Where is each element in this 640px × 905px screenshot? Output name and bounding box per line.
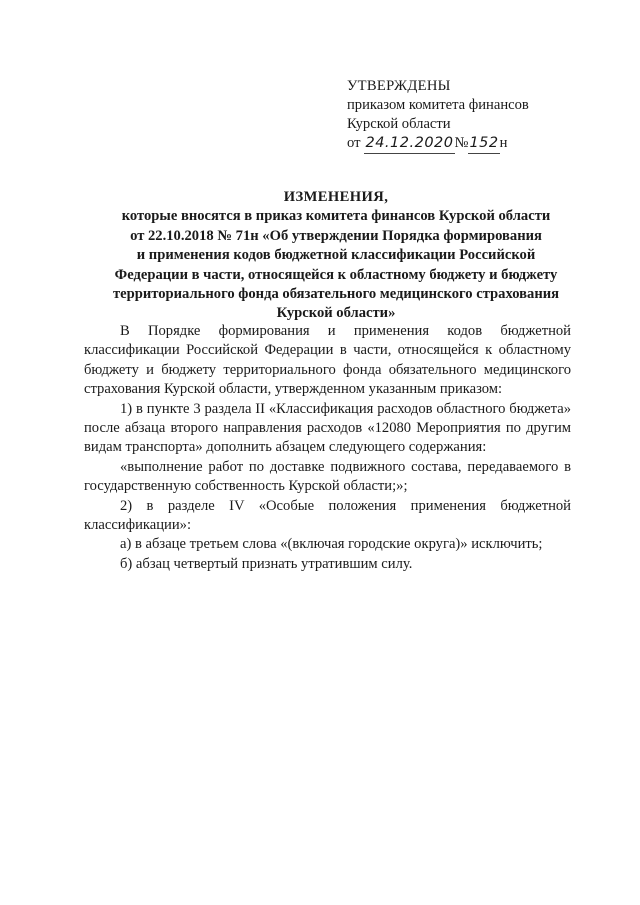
body-paragraph: «выполнение работ по доставке подвижного состава, передаваемого в государственную собственность Курской области;»; xyxy=(84,458,571,495)
title-line: которые вносятся в приказ комитета финансов Курской области xyxy=(121,208,551,225)
body-paragraph: 2) в разделе IV «Особые положения применения бюджетной классификации»: xyxy=(84,497,571,534)
handwritten-number: 152 xyxy=(468,134,499,154)
body-paragraph: б) абзац четвертый признать утратившим силу. xyxy=(120,555,413,572)
approval-issuer: приказом комитета финансов xyxy=(347,97,529,113)
approval-heading: УТВЕРЖДЕНЫ xyxy=(347,78,451,94)
document-body xyxy=(84,322,571,574)
title-line: Курской области» xyxy=(276,305,396,322)
number-mark: № xyxy=(454,135,469,151)
date-prefix: от xyxy=(347,135,361,151)
body-paragraph: 1) в пункте 3 раздела II «Классификация расходов областного бюджета» после абзаца второго направления расходов «12080 Мероприятия по другим видам транспорта» дополнить абзацем следующего содержания: xyxy=(84,400,571,456)
title-line: от 22.10.2018 № 71н «Об утверждении Порядка формирования xyxy=(130,227,542,244)
body-paragraph: а) в абзаце третьем слова «(включая городские округа)» исключить; xyxy=(120,536,543,553)
document-title xyxy=(96,188,576,324)
handwritten-date: 24.12.2020 xyxy=(364,134,454,154)
approval-region: Курской области xyxy=(347,116,451,132)
title-heading: ИЗМЕНЕНИЯ, xyxy=(283,189,389,205)
number-suffix: н xyxy=(499,135,508,151)
title-line: территориального фонда обязательного медицинского страхования xyxy=(112,286,560,303)
approval-stamp xyxy=(347,77,607,154)
approval-date-line xyxy=(347,134,607,154)
title-line: Федерации в части, относящейся к областному бюджету и бюджету xyxy=(114,266,558,283)
title-line: и применения кодов бюджетной классификации Российской xyxy=(136,247,536,264)
body-paragraph: В Порядке формирования и применения кодов бюджетной классификации Российской Федерации в части, относящейся к областному бюджету и бюджету территориального фонда обязательного медицинского страхования Курской области, утвержденном указанным приказом: xyxy=(84,323,571,398)
